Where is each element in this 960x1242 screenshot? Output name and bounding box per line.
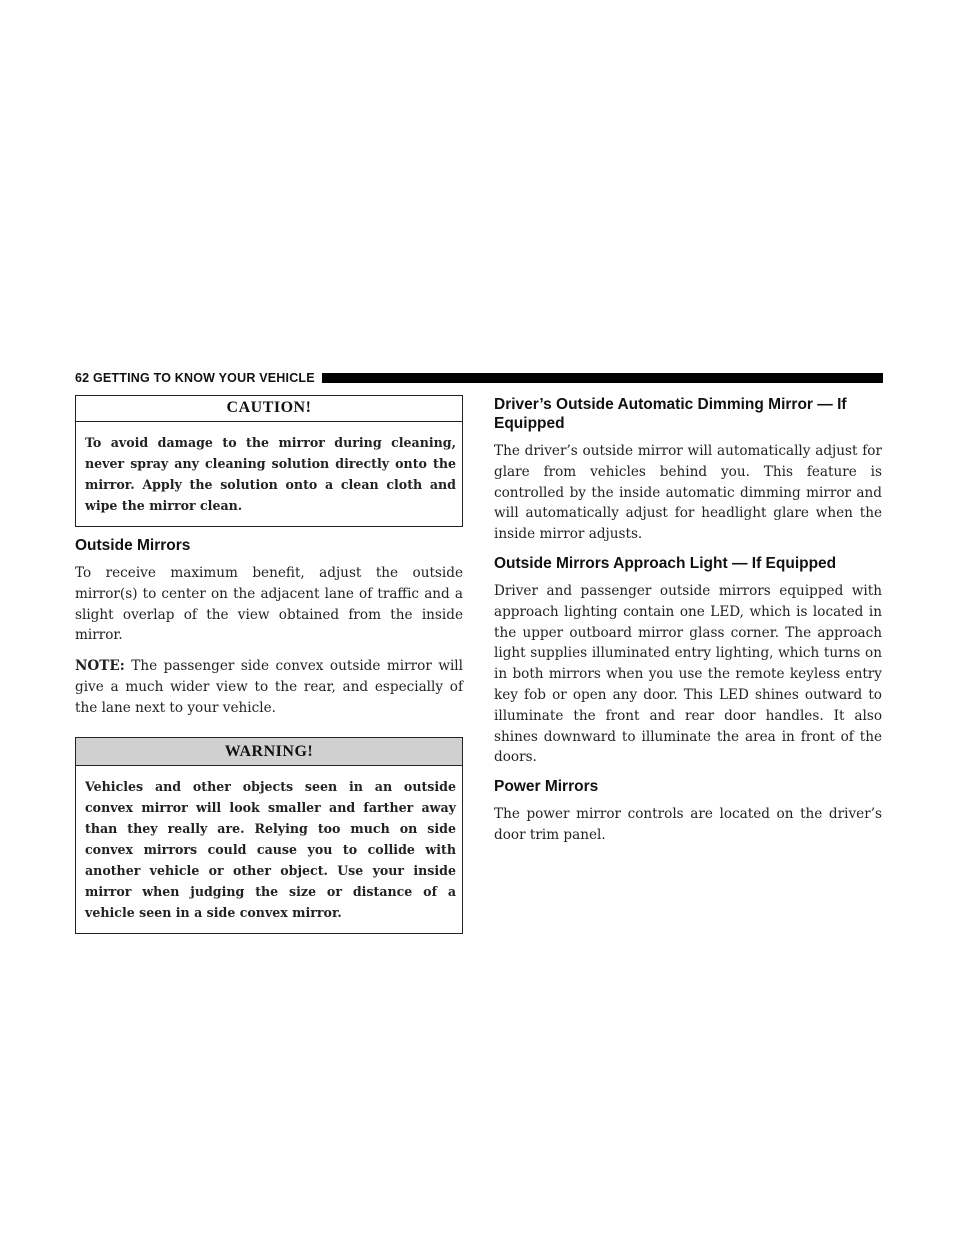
outside-mirrors-paragraph: To receive maximum benefit, adjust the outside mirror(s) to center on the adjacent lane of traffic and a slight overlap of the view obtained from the inside mirror. — [75, 565, 463, 644]
warning-text: Vehicles and other objects seen in an outside convex mirror will look smaller and farther away than they really are. Relying too much on side convex mirrors could cause you to collide with another vehicle or other object. Use your inside mirror when judging the size or distance of a vehicle seen in a side convex mirror. — [85, 778, 456, 920]
power-mirrors-heading: Power Mirrors — [494, 778, 599, 796]
caution-box — [75, 395, 463, 527]
dimming-mirror-paragraph: The driver’s outside mirror will automatically adjust for glare from vehicles behind you. This feature is controlled by the inside automatic dimming mirror and will automatically adjust for headlight glare when the inside mirror adjusts. — [494, 443, 882, 543]
page-label: 62 GETTING TO KNOW YOUR VEHICLE — [75, 371, 315, 385]
note-label: NOTE: — [75, 658, 125, 675]
caution-title: CAUTION! — [76, 396, 462, 422]
dimming-mirror-heading: Driver’s Outside Automatic Dimming Mirror — If Equipped — [494, 396, 847, 432]
outside-mirrors-heading: Outside Mirrors — [75, 537, 191, 554]
left-column — [75, 395, 463, 934]
note-paragraph — [75, 656, 463, 718]
power-mirrors-paragraph: The power mirror controls are located on the driver’s door trim panel. — [494, 806, 882, 843]
warning-box — [75, 737, 463, 934]
warning-title: WARNING! — [76, 738, 462, 766]
page-header — [75, 370, 883, 386]
note-text: The passenger side convex outside mirror will give a much wider view to the rear, and especially of the lane next to your vehicle. — [75, 658, 463, 716]
right-column — [494, 395, 882, 846]
approach-light-paragraph: Driver and passenger outside mirrors equipped with approach lighting contain one LED, which is located in the upper outboard mirror glass corner. The approach light supplies illuminated entry lighting, which turns on in both mirrors when you use the remote keyless entry key fob or open any door. This LED shines outward to illuminate the front and rear door handles. It also shines downward to illuminate the area in front of the doors. — [494, 582, 882, 766]
caution-text: To avoid damage to the mirror during cleaning, never spray any cleaning solution directly onto the mirror. Apply the solution onto a clean cloth and wipe the mirror clean. — [85, 435, 456, 513]
approach-light-heading: Outside Mirrors Approach Light — If Equipped — [494, 554, 837, 572]
header-rule — [322, 373, 883, 383]
